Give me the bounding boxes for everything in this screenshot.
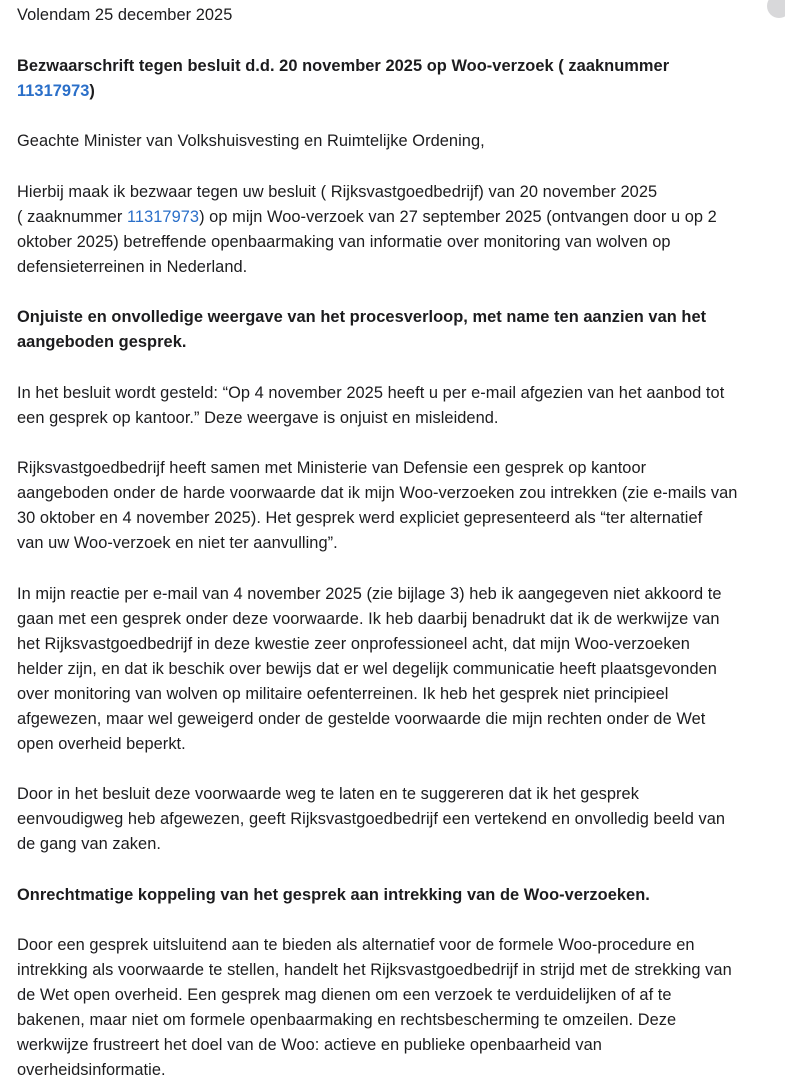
heading-line: aangeboden gesprek. (17, 333, 187, 351)
intro-paragraph (17, 180, 774, 280)
paragraph-line: werkwijze frustreert het doel van de Woo: actieve en publieke openbaarheid van (17, 1036, 602, 1054)
subject-suffix: ) (89, 81, 95, 100)
paragraph-line: In het besluit wordt gesteld: “Op 4 november 2025 heeft u per e-mail afgezien van het aanbod tot (17, 383, 725, 402)
paragraph-line: een gesprek op kantoor.” Deze weergave is onjuist en misleidend. (17, 408, 499, 427)
subject-line-2 (17, 79, 774, 104)
paragraph-line: overheidsinformatie. (17, 1061, 166, 1079)
paragraph-line: de Wet open overheid. Een gesprek mag dienen om een verzoek te verduidelijken of af te (17, 986, 672, 1004)
intro-line: defensieterreinen in Nederland. (17, 257, 248, 276)
paragraph-line: de gang van zaken. (17, 835, 161, 853)
paragraph-line: over monitoring van wolven op militaire oefenterreinen. Ik heb het gesprek niet principieel (17, 684, 669, 703)
paragraph-line: afgewezen, maar wel geweigerd onder de gestelde voorwaarde die mijn rechten onder de Wet (17, 709, 706, 728)
intro-line (17, 205, 774, 230)
paragraph-line: bakenen, maar niet om formele openbaarmaking en rechtsbescherming te omzeilen. Deze (17, 1011, 677, 1029)
paragraph-line: Rijksvastgoedbedrijf heeft samen met Ministerie van Defensie een gesprek op kantoor (17, 459, 647, 477)
intro-suffix: ) op mijn Woo-verzoek van 27 september 2025 (ontvangen door u op 2 (199, 207, 717, 226)
paragraph-line: helder zijn, en dat ik beschik over bewijs dat er wel degelijk communicatie heeft plaatsgevonden (17, 659, 717, 678)
paragraph-4 (17, 782, 774, 857)
paragraph-line: eenvoudigweg heb afgewezen, geeft Rijksvastgoedbedrijf een vertekend en onvolledig beeld van (17, 810, 726, 828)
paragraph-line: het Rijksvastgoedbedrijf in deze kwestie zeer onprofessioneel acht, dat mijn Woo-verzoeken (17, 634, 690, 653)
intro-line: oktober 2025) betreffende openbaarmaking van informatie over monitoring van wolven op (17, 232, 671, 251)
paragraph-line: intrekking als voorwaarde te stellen, handelt het Rijksvastgoedbedrijf in strijd met de strekking van (17, 961, 732, 979)
paragraph-line: aangeboden onder de harde voorwaarde dat ik mijn Woo-verzoeken zou intrekken (zie e-mails van (17, 484, 738, 502)
paragraph-line: Door in het besluit deze voorwaarde weg te laten en te suggereren dat ik het gesprek (17, 785, 639, 803)
subject-line (17, 54, 774, 104)
paragraph-line: open overheid beperkt. (17, 734, 186, 753)
letter-content (17, 3, 774, 1083)
subject-line-1: Bezwaarschrift tegen besluit d.d. 20 november 2025 op Woo-verzoek ( zaaknummer (17, 56, 670, 75)
paragraph-1 (17, 381, 774, 431)
section-heading-1 (17, 305, 774, 355)
place-date: Volendam 25 december 2025 (17, 6, 233, 24)
section-heading-2: Onrechtmatige koppeling van het gesprek aan intrekking van de Woo-verzoeken. (17, 885, 650, 904)
intro-prefix: ( zaaknummer (17, 207, 127, 226)
paragraph-5 (17, 933, 774, 1083)
paragraph-line: Door een gesprek uitsluitend aan te bieden als alternatief voor de formele Woo-procedure en (17, 936, 695, 954)
paragraph-line: gaan met een gesprek onder deze voorwaarde. Ik heb daarbij benadrukt dat ik de werkwijze van (17, 609, 720, 628)
paragraph-3 (17, 582, 774, 757)
paragraph-line: In mijn reactie per e-mail van 4 november 2025 (zie bijlage 3) heb ik aangegeven niet akkoord te (17, 584, 722, 603)
heading-line: Onjuiste en onvolledige weergave van het procesverloop, met name ten aanzien van het (17, 308, 707, 326)
case-number-link[interactable]: 11317973 (126, 207, 200, 226)
case-number-link[interactable]: 11317973 (17, 81, 90, 100)
paragraph-line: van uw Woo-verzoek en niet ter aanvulling”. (17, 534, 338, 552)
intro-line: Hierbij maak ik bezwaar tegen uw besluit ( Rijksvastgoedbedrijf) van 20 november 2025 (17, 182, 658, 201)
salutation: Geachte Minister van Volkshuisvesting en Ruimtelijke Ordening, (17, 132, 485, 150)
paragraph-line: 30 oktober en 4 november 2025). Het gesprek werd expliciet gepresenteerd als “ter alternatief (17, 509, 703, 527)
paragraph-2 (17, 456, 774, 556)
